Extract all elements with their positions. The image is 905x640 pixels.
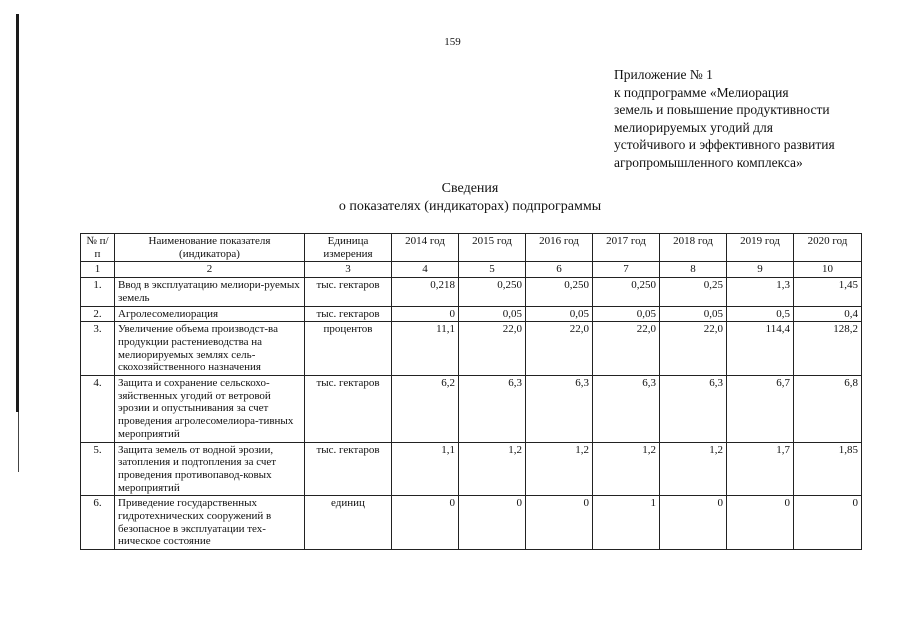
header-year: 2015 год — [459, 234, 526, 262]
row-value: 22,0 — [660, 322, 727, 376]
column-number: 5 — [459, 262, 526, 278]
title-line-2: о показателях (индикаторах) подпрограммы — [338, 199, 602, 214]
row-value: 0,250 — [459, 278, 526, 306]
table-row — [81, 322, 862, 376]
row-value: 0,25 — [660, 278, 727, 306]
row-value: 0,218 — [392, 278, 459, 306]
row-value: 0,250 — [593, 278, 660, 306]
column-number: 4 — [392, 262, 459, 278]
table-row — [81, 306, 862, 322]
row-value: 0,4 — [794, 306, 862, 322]
row-name: Агролесомелиорация — [115, 306, 305, 322]
appendix-line: устойчивого и эффективного развития — [614, 137, 835, 152]
row-unit: тыс. гектаров — [305, 442, 392, 496]
table-row — [81, 496, 862, 550]
row-unit: тыс. гектаров — [305, 278, 392, 306]
row-num: 3. — [81, 322, 115, 376]
row-num: 6. — [81, 496, 115, 550]
column-number: 9 — [727, 262, 794, 278]
appendix-block — [614, 66, 835, 171]
row-value: 22,0 — [593, 322, 660, 376]
row-value: 0 — [794, 496, 862, 550]
row-value: 0 — [392, 306, 459, 322]
row-name: Защита и сохранение сельскохо-зяйственных угодий от ветровой эрозии и опустынивания за счет проведения агролесомелиора-тивных мероприятий — [115, 376, 305, 443]
row-unit: процентов — [305, 322, 392, 376]
row-value: 114,4 — [727, 322, 794, 376]
column-number: 10 — [794, 262, 862, 278]
row-num: 4. — [81, 376, 115, 443]
row-value: 6,8 — [794, 376, 862, 443]
header-name: Наименование показателя (индикатора) — [115, 234, 305, 262]
header-year: 2016 год — [526, 234, 593, 262]
row-value: 0 — [660, 496, 727, 550]
table-row — [81, 278, 862, 306]
row-value: 0 — [392, 496, 459, 550]
row-value: 1,7 — [727, 442, 794, 496]
indicators-table — [80, 233, 862, 550]
column-number: 6 — [526, 262, 593, 278]
row-value: 6,3 — [593, 376, 660, 443]
appendix-line: Приложение № 1 — [614, 67, 713, 82]
row-value: 1 — [593, 496, 660, 550]
row-value: 1,1 — [392, 442, 459, 496]
row-value: 1,85 — [794, 442, 862, 496]
header-num: № п/п — [81, 234, 115, 262]
row-value: 1,45 — [794, 278, 862, 306]
appendix-line: мелиорируемых угодий для — [614, 119, 773, 135]
row-unit: тыс. гектаров — [305, 306, 392, 322]
row-num: 5. — [81, 442, 115, 496]
row-num: 1. — [81, 278, 115, 306]
appendix-line: земель и повышение продуктивности — [614, 102, 830, 117]
row-name: Ввод в эксплуатацию мелиори-руемых земель — [115, 278, 305, 306]
row-value: 6,2 — [392, 376, 459, 443]
row-value: 0,05 — [660, 306, 727, 322]
row-value: 0,5 — [727, 306, 794, 322]
row-value: 1,3 — [727, 278, 794, 306]
column-number-row — [81, 262, 862, 278]
table-row — [81, 442, 862, 496]
row-unit: тыс. гектаров — [305, 376, 392, 443]
column-number: 2 — [115, 262, 305, 278]
row-num: 2. — [81, 306, 115, 322]
row-value: 6,3 — [660, 376, 727, 443]
header-year: 2017 год — [593, 234, 660, 262]
appendix-line: к подпрограмме «Мелиорация — [614, 84, 789, 100]
row-value: 6,3 — [526, 376, 593, 443]
row-value: 1,2 — [660, 442, 727, 496]
appendix-line: агропромышленного комплекса» — [614, 154, 803, 170]
row-value: 0,05 — [593, 306, 660, 322]
row-value: 1,2 — [459, 442, 526, 496]
header-year: 2019 год — [727, 234, 794, 262]
row-value: 1,2 — [593, 442, 660, 496]
document-title — [0, 180, 905, 216]
table-row — [81, 376, 862, 443]
column-number: 7 — [593, 262, 660, 278]
header-year: 2018 год — [660, 234, 727, 262]
row-value: 11,1 — [392, 322, 459, 376]
row-value: 6,7 — [727, 376, 794, 443]
row-value: 0,05 — [526, 306, 593, 322]
row-value: 0,05 — [459, 306, 526, 322]
row-value: 22,0 — [526, 322, 593, 376]
row-value: 0 — [459, 496, 526, 550]
column-number: 1 — [81, 262, 115, 278]
row-value: 22,0 — [459, 322, 526, 376]
scan-edge-mark-lower — [18, 412, 19, 472]
column-number: 8 — [660, 262, 727, 278]
row-name: Приведение государственных гидротехнических сооружений в безопасное в эксплуатации тех-ническое состояние — [115, 496, 305, 550]
row-unit: единиц — [305, 496, 392, 550]
row-value: 0 — [526, 496, 593, 550]
row-value: 6,3 — [459, 376, 526, 443]
column-number: 3 — [305, 262, 392, 278]
table-header-row — [81, 234, 862, 262]
page-number: 159 — [444, 36, 461, 48]
row-value: 0,250 — [526, 278, 593, 306]
row-name: Увеличение объема производст-ва продукции растениеводства на мелиорируемых землях сель-скохозяйственного назначения — [115, 322, 305, 376]
header-unit: Единица измерения — [305, 234, 392, 262]
header-year: 2020 год — [794, 234, 862, 262]
row-value: 128,2 — [794, 322, 862, 376]
row-name: Защита земель от водной эрозии, затопления и подтопления за счет проведения противопавод-ковых мероприятий — [115, 442, 305, 496]
header-year: 2014 год — [392, 234, 459, 262]
row-value: 0 — [727, 496, 794, 550]
title-line-1: Сведения — [441, 181, 499, 196]
row-value: 1,2 — [526, 442, 593, 496]
